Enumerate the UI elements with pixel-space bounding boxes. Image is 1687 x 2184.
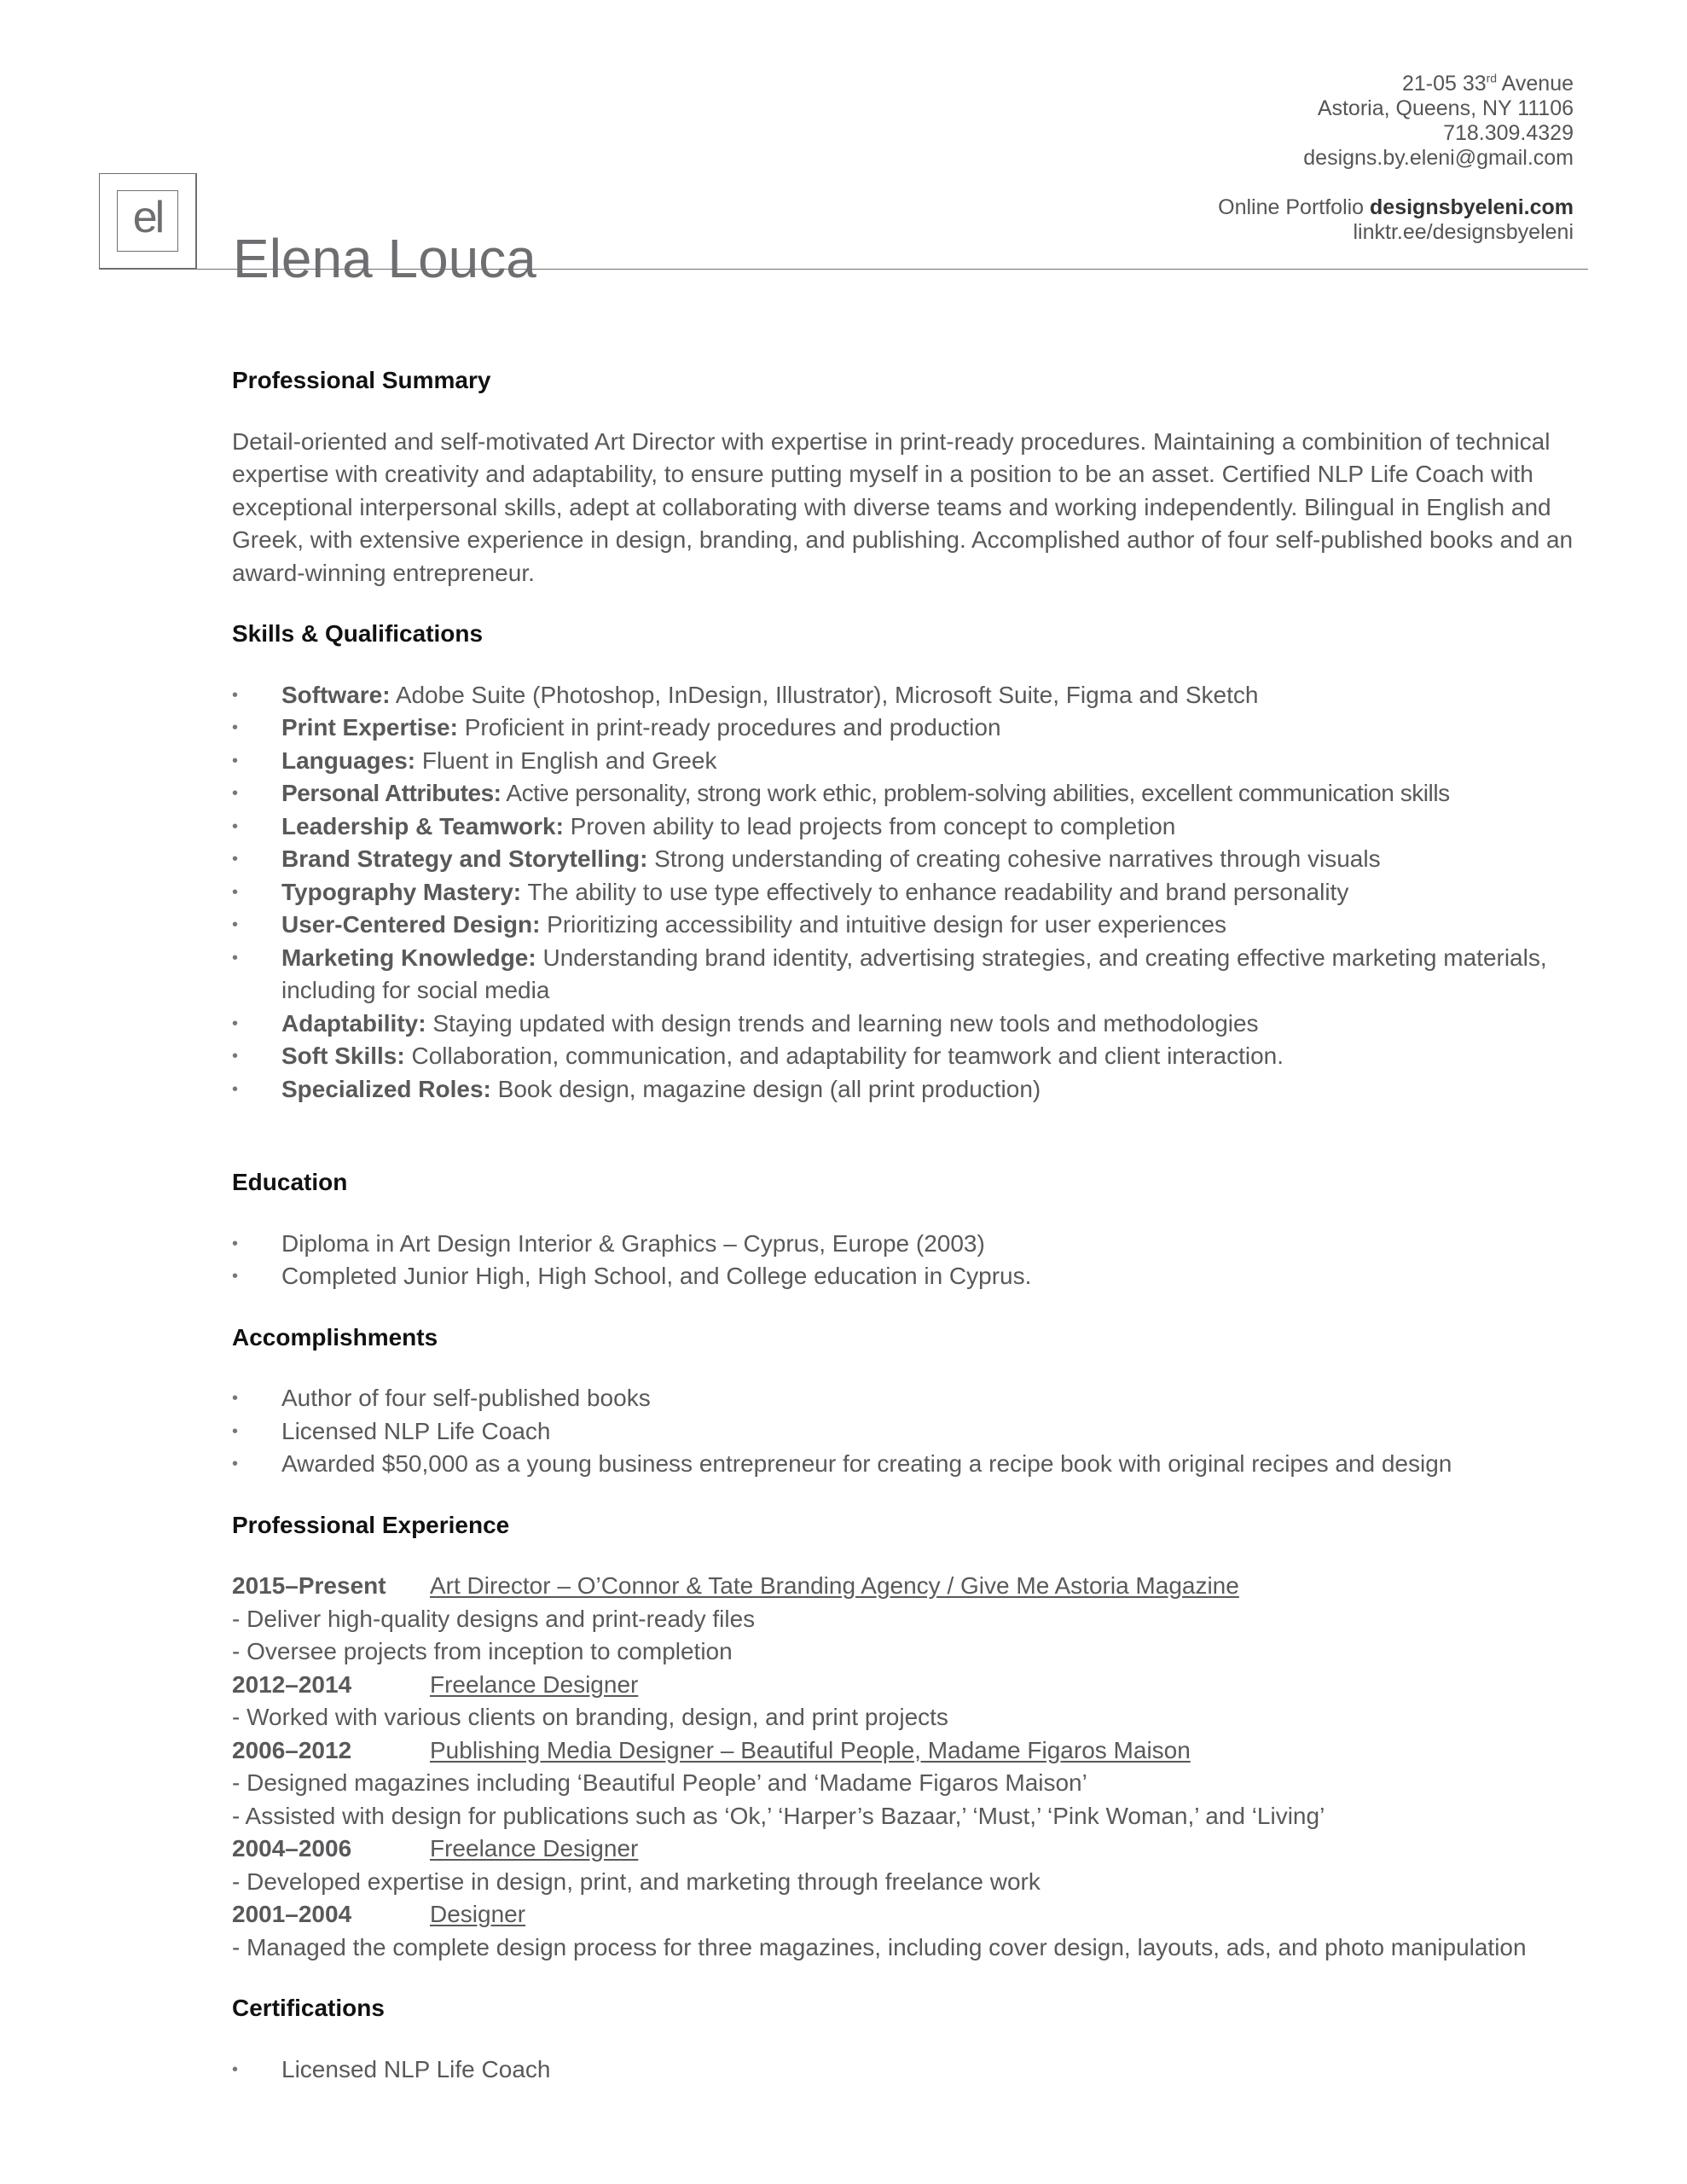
job-detail: - Worked with various clients on branding, design, and print projects	[232, 1704, 948, 1730]
bullet-icon: •	[232, 915, 239, 934]
summary-heading: Professional Summary	[232, 367, 491, 393]
bullet-icon: •	[232, 816, 239, 836]
list-item: • Completed Junior High, High School, and College education in Cyprus.	[232, 1260, 1597, 1293]
logo	[99, 173, 196, 269]
list-item: • Specialized Roles: Book design, magazine design (all print production)	[232, 1073, 1597, 1107]
accomplishments-heading: Accomplishments	[232, 1323, 438, 1350]
bullet-icon: •	[232, 784, 238, 803]
job-title: Freelance Designer	[430, 1670, 639, 1698]
job-title: Art Director – O’Connor & Tate Branding Agency / Give Me Astoria Magazine	[430, 1572, 1239, 1599]
bullet-icon: •	[232, 1079, 239, 1099]
name-divider	[196, 173, 197, 269]
bullet-icon: •	[232, 1267, 239, 1286]
list-item: • Licensed NLP Life Coach	[232, 1415, 1597, 1449]
job-detail: - Oversee projects from inception to completion	[232, 1638, 733, 1664]
list-item: • Brand Strategy and Storytelling: Strong understanding of creating cohesive narratives through visuals	[232, 843, 1597, 876]
bullet-icon: •	[232, 1421, 239, 1441]
job-years: 2006–2012	[232, 1736, 352, 1763]
job-detail: - Developed expertise in design, print, and marketing through freelance work	[232, 1867, 1041, 1895]
skills-heading: Skills & Qualifications	[232, 620, 484, 647]
list-item: • Author of four self-published books	[232, 1382, 1597, 1415]
list-item: • Awarded $50,000 as a young business entrepreneur for creating a recipe book with original recipes and design	[232, 1448, 1597, 1481]
list-item: • Licensed NLP Life Coach	[232, 2053, 1597, 2087]
job-detail: - Designed magazines including ‘Beautiful People’ and ‘Madame Figaros Maison’	[232, 1769, 1087, 1796]
bullet-icon: •	[232, 882, 239, 902]
portfolio-line	[1218, 195, 1574, 220]
logo-monogram: el	[117, 190, 178, 252]
resume-body	[232, 364, 1597, 2086]
list-item: • Languages: Fluent in English and Greek	[232, 745, 1597, 778]
bullet-icon: •	[232, 1014, 239, 1033]
bullet-icon: •	[232, 948, 239, 967]
bullet-icon: •	[232, 1389, 239, 1408]
list-item: • Marketing Knowledge: Understanding brand identity, advertising strategies, and creating effective marketing materials, including for social media	[232, 942, 1561, 1008]
list-item: • Typography Mastery: The ability to use type effectively to enhance readability and brand personality	[232, 876, 1597, 909]
bullet-icon: •	[232, 718, 239, 737]
education-heading: Education	[232, 1169, 348, 1195]
list-item: • Leadership & Teamwork: Proven ability to lead projects from concept to completion	[232, 810, 1597, 844]
address-line-2: Astoria, Queens, NY 11106	[1317, 96, 1574, 120]
portfolio-label: Online Portfolio	[1218, 195, 1371, 219]
job-header	[232, 1570, 1597, 1603]
job-detail: - Assisted with design for publications such as ‘Ok,’ ‘Harper’s Bazaar,’ ‘Must,’ ‘Pink Woman,’ and ‘Living’	[232, 1802, 1325, 1829]
contact-block	[1218, 72, 1574, 245]
experience-heading: Professional Experience	[232, 1511, 510, 1538]
list-item: • Soft Skills: Collaboration, communication, and adaptability for teamwork and client interaction.	[232, 1040, 1597, 1073]
list-item: • Print Expertise: Proficient in print-ready procedures and production	[232, 712, 1597, 745]
list-item: • Diploma in Art Design Interior & Graphics – Cyprus, Europe (2003)	[232, 1228, 1597, 1261]
job-years: 2012–2014	[232, 1670, 352, 1698]
job-title: Designer	[430, 1901, 526, 1927]
job-header	[232, 1833, 1597, 1866]
job-years: 2015–Present	[232, 1572, 386, 1599]
job-detail: - Deliver high-quality designs and print-ready files	[232, 1605, 756, 1632]
bullet-icon: •	[232, 685, 239, 705]
address-line-1: 21-05 33rd Avenue	[1401, 71, 1574, 96]
job-header	[232, 1734, 1597, 1768]
summary-text: Detail-oriented and self-motivated Art Director with expertise in print-ready procedures. Maintaining a combinition of technical expertise with creativity and adaptability, to ensure putting myself in a position to be an asset. Certified NLP Life Coach with exceptional interpersonal skills, adept at collaborating with diverse teams and working independently. Bilingual in English and Greek, with extensive experience in design, branding, and publishing. Accomplished author of four self-published books and an award-winning entrepreneur.	[232, 427, 1574, 586]
list-item: • Personal Attributes: Active personality, strong work ethic, problem-solving abilities, excellent communication skills	[232, 777, 1597, 810]
list-item: • Software: Adobe Suite (Photoshop, InDesign, Illustrator), Microsoft Suite, Figma and Sketch	[232, 679, 1597, 712]
job-years: 2004–2006	[232, 1835, 352, 1862]
education-list	[232, 1228, 1597, 1293]
experience-list	[232, 1570, 1597, 1964]
job-years: 2001–2004	[232, 1901, 352, 1927]
job-header	[232, 1898, 1597, 1931]
bullet-icon: •	[232, 2059, 239, 2079]
job-title: Publishing Media Designer – Beautiful People, Madame Figaros Maison	[430, 1736, 1191, 1763]
job-title: Freelance Designer	[430, 1835, 639, 1862]
email-link[interactable]: designs.by.eleni@gmail.com	[1303, 146, 1574, 170]
job-detail: - Managed the complete design process for three magazines, including cover design, layouts, ads, and photo manipulation	[232, 1933, 1527, 1960]
bullet-icon: •	[232, 1455, 239, 1473]
portfolio-link[interactable]: designsbyeleni.com	[1370, 195, 1574, 219]
list-item: • User-Centered Design: Prioritizing accessibility and intuitive design for user experiences	[232, 909, 1597, 942]
phone: 718.309.4329	[1443, 121, 1574, 145]
job-header	[232, 1669, 1597, 1702]
accomplishments-list	[232, 1382, 1597, 1481]
person-name: Elena Louca	[233, 227, 536, 289]
linktree-link[interactable]: linktr.ee/designsbyeleni	[1353, 220, 1574, 244]
bullet-icon: •	[232, 1047, 239, 1066]
list-item: • Adaptability: Staying updated with design trends and learning new tools and methodologies	[232, 1008, 1597, 1041]
skills-list	[232, 679, 1597, 1107]
bullet-icon: •	[232, 850, 239, 868]
bullet-icon: •	[232, 1234, 239, 1253]
bullet-icon: •	[232, 751, 239, 770]
certifications-list	[232, 2053, 1597, 2087]
certifications-heading: Certifications	[232, 1995, 385, 2021]
header-rule	[99, 269, 1588, 270]
